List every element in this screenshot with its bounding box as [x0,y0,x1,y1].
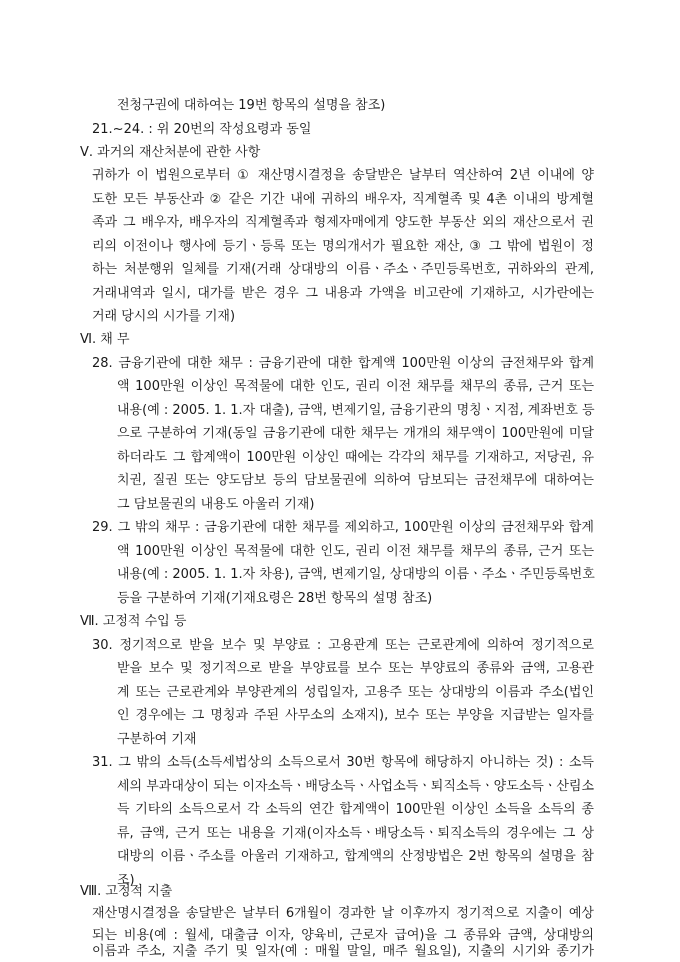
text-line: 거래내역과 일시, 대가를 받은 경우 그 내용과 가액을 비고란에 기재하고, 시가란에는 [92,286,594,301]
section-heading: Ⅴ. 과거의 재산처분에 관한 사항 [80,145,261,160]
text-line: 전청구권에 대하여는 19번 항목의 설명을 참조) [117,98,386,113]
text-line: 귀하가 이 법원으로부터 ① 재산명시결정을 송달받은 날부터 역산하여 2년 이내에 양 [92,168,594,183]
text-line: 치권, 질권 또는 양도담보 등의 담보물권에 의하여 담보되는 금전채무에 대하여는 [117,473,594,488]
item-heading: 28. 금융기관에 대한 채무 : 금융기관에 대한 합계액 100만원 이상의 금전채무와 합계 [92,356,594,371]
text-line: 대방의 이름ㆍ주소를 아울러 기재하고, 합계액의 산정방법은 2번 항목의 설명을 참 [117,849,594,864]
text-line: 리의 이전이나 행사에 등기ㆍ등록 또는 명의개서가 필요한 재산, ③ 그 밖에 법원이 정 [92,239,594,254]
text-line: 액 100만원 이상인 목적물에 대한 인도, 권리 이전 채무를 채무의 종류, 근거 또는 [117,379,594,394]
section-heading: Ⅵ. 채 무 [80,332,130,347]
text-line: 하더라도 그 합계액이 100만원 이상인 때에는 각각의 채무를 기재하고, 저당권, 유 [117,450,594,465]
text-line: 득 기타의 소득으로서 각 소득의 연간 합계액이 100만원 이상인 소득을 소득의 종 [117,802,594,817]
text-line: 등을 구분하여 기재(기재요령은 28번 항목의 설명 참조) [117,591,433,606]
item-heading: 29. 그 밖의 채무 : 금융기관에 대한 채무를 제외하고, 100만원 이상의 금전채무와 합계 [92,520,594,535]
section-heading: Ⅷ. 고정적 지출 [80,884,173,899]
text-line: 받을 보수 및 정기적으로 받을 부양료를 보수 또는 부양료의 종류와 금액, 고용관 [117,661,594,676]
text-line: 되는 비용(예 : 월세, 대출금 이자, 양육비, 근로자 급여)을 그 종류와 금액, 상대방의 [92,928,594,943]
text-line: 그 담보물권의 내용도 아울러 기재) [117,497,315,512]
text-line: 인 경우에는 그 명칭과 주된 사무소의 소재지), 보수 또는 부양을 지급받는 일자를 [117,708,594,723]
text-line: 구분하여 기재 [117,732,197,747]
text-line: 내용(예 : 2005. 1. 1.자 차용), 금액, 변제기일, 상대방의 이름ㆍ주소ㆍ주민등록번호 [117,567,595,582]
text-line: 세의 부과대상이 되는 이자소득ㆍ배당소득ㆍ사업소득ㆍ퇴직소득ㆍ양도소득ㆍ산림소 [117,779,595,794]
text-line: 내용(예 : 2005. 1. 1.자 대출), 금액, 변제기일, 금융기관의 명칭ㆍ지점, 계좌번호 등 [117,403,595,418]
text-line: 조) [117,873,135,888]
text-line: 계 또는 근로관계와 부양관계의 성립일자, 고용주 또는 상대방의 이름과 주소(법인 [117,685,594,700]
text-line: 이름과 주소, 지출 주기 및 일자(예 : 매월 말일, 매주 월요일), 지출의 시기와 종기가 [92,944,594,959]
text-line: 도한 모든 부동산과 ② 같은 기간 내에 귀하의 배우자, 직계혈족 및 4촌 이내의 방계혈 [92,192,594,207]
text-line: 으로 구분하여 기재(동일 금융기관에 대한 채무는 개개의 채무액이 100만원에 미달 [117,426,594,441]
text-line: 거래 당시의 시가를 기재) [92,309,236,324]
item-heading: 31. 그 밖의 소득(소득세법상의 소득으로서 30번 항목에 해당하지 아니하는 것) : 소득 [92,755,594,770]
text-line: 21.~24. : 위 20번의 작성요령과 동일 [92,122,312,137]
section-heading: Ⅶ. 고정적 수입 등 [80,614,187,629]
text-line: 류, 금액, 근거 또는 내용을 기재(이자소득ㆍ배당소득ㆍ퇴직소득의 경우에는 그 상 [117,826,594,841]
text-line: 액 100만원 이상인 목적물에 대한 인도, 권리 이전 채무를 채무의 종류, 근거 또는 [117,544,594,559]
text-line: 족과 그 배우자, 배우자의 직계혈족과 형제자매에게 양도한 부동산 외의 재산으로서 권 [92,215,594,230]
text-line: 하는 처분행위 일체를 기재(거래 상대방의 이름ㆍ주소ㆍ주민등록번호, 귀하와의 관계, [92,262,594,277]
text-line: 재산명시결정을 송달받은 날부터 6개월이 경과한 날 이후까지 정기적으로 지출이 예상 [92,906,594,921]
item-heading: 30. 정기적으로 받을 보수 및 부양료 : 고용관계 또는 근로관계에 의하여 정기적으로 [92,638,594,653]
